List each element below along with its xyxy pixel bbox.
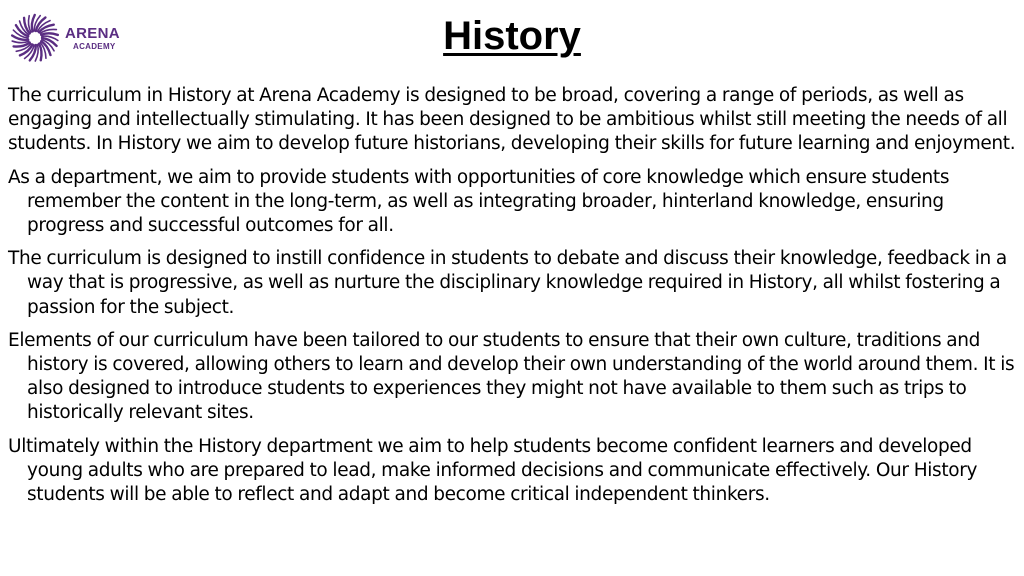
logo-name: ARENA <box>65 24 120 42</box>
paragraph-culture: Elements of our curriculum have been tailored to our students to ensure that their own culture, traditions and history is covered, allowing others to learn and develop their own understanding of the world around them. It is also designed to introduce students to experiences they might not have available to them such as trips to historically relevant sites. <box>8 329 1015 424</box>
paragraph-intro: The curriculum in History at Arena Academy is designed to be broad, covering a range of periods, as well as engaging and intellectually stimulating. It has been designed to be ambitious whilst still meeting the needs of all students. In History we aim to develop future historians, developing their skills for future learning and enjoyment. <box>8 85 1016 155</box>
body-text <box>8 84 1018 516</box>
paragraph-department: As a department, we aim to provide students with opportunities of core knowledge which ensure students remember the content in the long-term, as well as integrating broader, hinterland knowledge, ensuring progress and successful outcomes for all. <box>8 166 950 237</box>
page-title: History <box>443 14 581 58</box>
logo-subtitle: ACADEMY <box>73 41 116 51</box>
paragraph-ultimately: Ultimately within the History department we aim to help students become confident learners and developed young adults who are prepared to lead, make informed decisions and communicate effectively. Our History students will be able to reflect and adapt and become critical independent thinkers. <box>8 435 978 506</box>
paragraph-confidence: The curriculum is designed to instill confidence in students to debate and discuss their knowledge, feedback in a way that is progressive, as well as nurture the disciplinary knowledge required in History, all whilst fostering a passion for the subject. <box>8 248 1007 318</box>
